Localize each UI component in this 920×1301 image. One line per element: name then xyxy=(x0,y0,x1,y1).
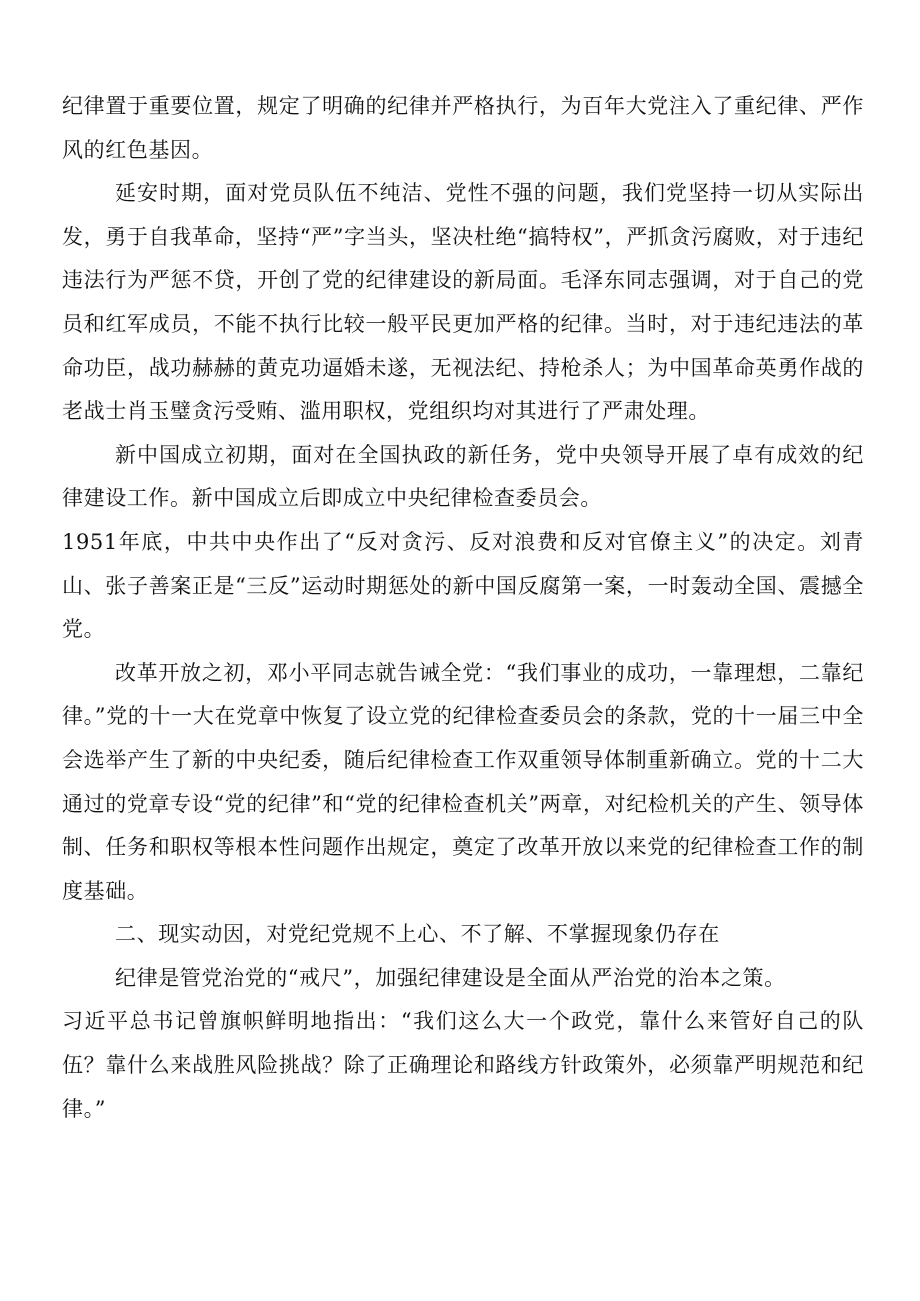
paragraph-intro-continuation: 纪律置于重要位置，规定了明确的纪律并严格执行，为百年大党注入了重纪律、严作风的红色基因。 xyxy=(62,94,864,162)
paragraph-yanan-period: 延安时期，面对党员队伍不纯洁、党性不强的问题，我们党坚持一切从实际出发，勇于自我革命，坚持“严”字当头，坚决杜绝“搞特权”，严抓贪污腐败，对于违纪违法行为严惩不贷，开创了党的纪律建设的新局面。毛泽东同志强调，对于自己的党员和红军成员，不能不执行比较一般平民更加严格的纪律。当时，对于违纪违法的革命功臣，战功赫赫的黄克功逼婚未遂，无视法纪、持枪杀人；为中国革命英勇作战的老战士肖玉璧贪污受贿、滥用职权，党组织均对其进行了严肃处理。 xyxy=(62,181,864,424)
paragraph-discipline-ruler: 纪律是管党治党的“戒尺”，加强纪律建设是全面从严治党的治本之策。 xyxy=(115,965,786,990)
paragraph-xi-quote: 习近平总书记曾旗帜鲜明地指出：“我们这么大一个政党，靠什么来管好自己的队伍？靠什么来战胜风险挑战？除了正确理论和路线方针政策外，必须靠严明规范和纪律。” xyxy=(62,1009,864,1121)
paragraph-1951-three-antis: 1951年底，中共中央作出了“反对贪污、反对浪费和反对官僚主义”的决定。刘青山、张子善案正是“三反”运动时期惩处的新中国反腐第一案，一时轰动全国、震撼全党。 xyxy=(62,529,864,642)
paragraph-new-china-founding: 新中国成立初期，面对在全国执政的新任务，党中央领导开展了卓有成效的纪律建设工作。新中国成立后即成立中央纪律检查委员会。 xyxy=(62,442,864,511)
section-heading-realistic-motivation: 二、现实动因，对党纪党规不上心、不了解、不掌握现象仍存在 xyxy=(115,922,720,947)
paragraph-reform-opening: 改革开放之初，邓小平同志就告诫全党：“我们事业的成功，一靠理想，二靠纪律。”党的十一大在党章中恢复了设立党的纪律检查委员会的条款，党的十一届三中全会选举产生了新的中央纪委，随后纪律检查工作双重领导体制重新确立。党的十二大通过的党章专设“党的纪律”和“党的纪律检查机关”两章，对纪检机关的产生、领导体制、任务和职权等根本性问题作出规定，奠定了改革开放以来党的纪律检查工作的制度基础。 xyxy=(62,660,864,903)
